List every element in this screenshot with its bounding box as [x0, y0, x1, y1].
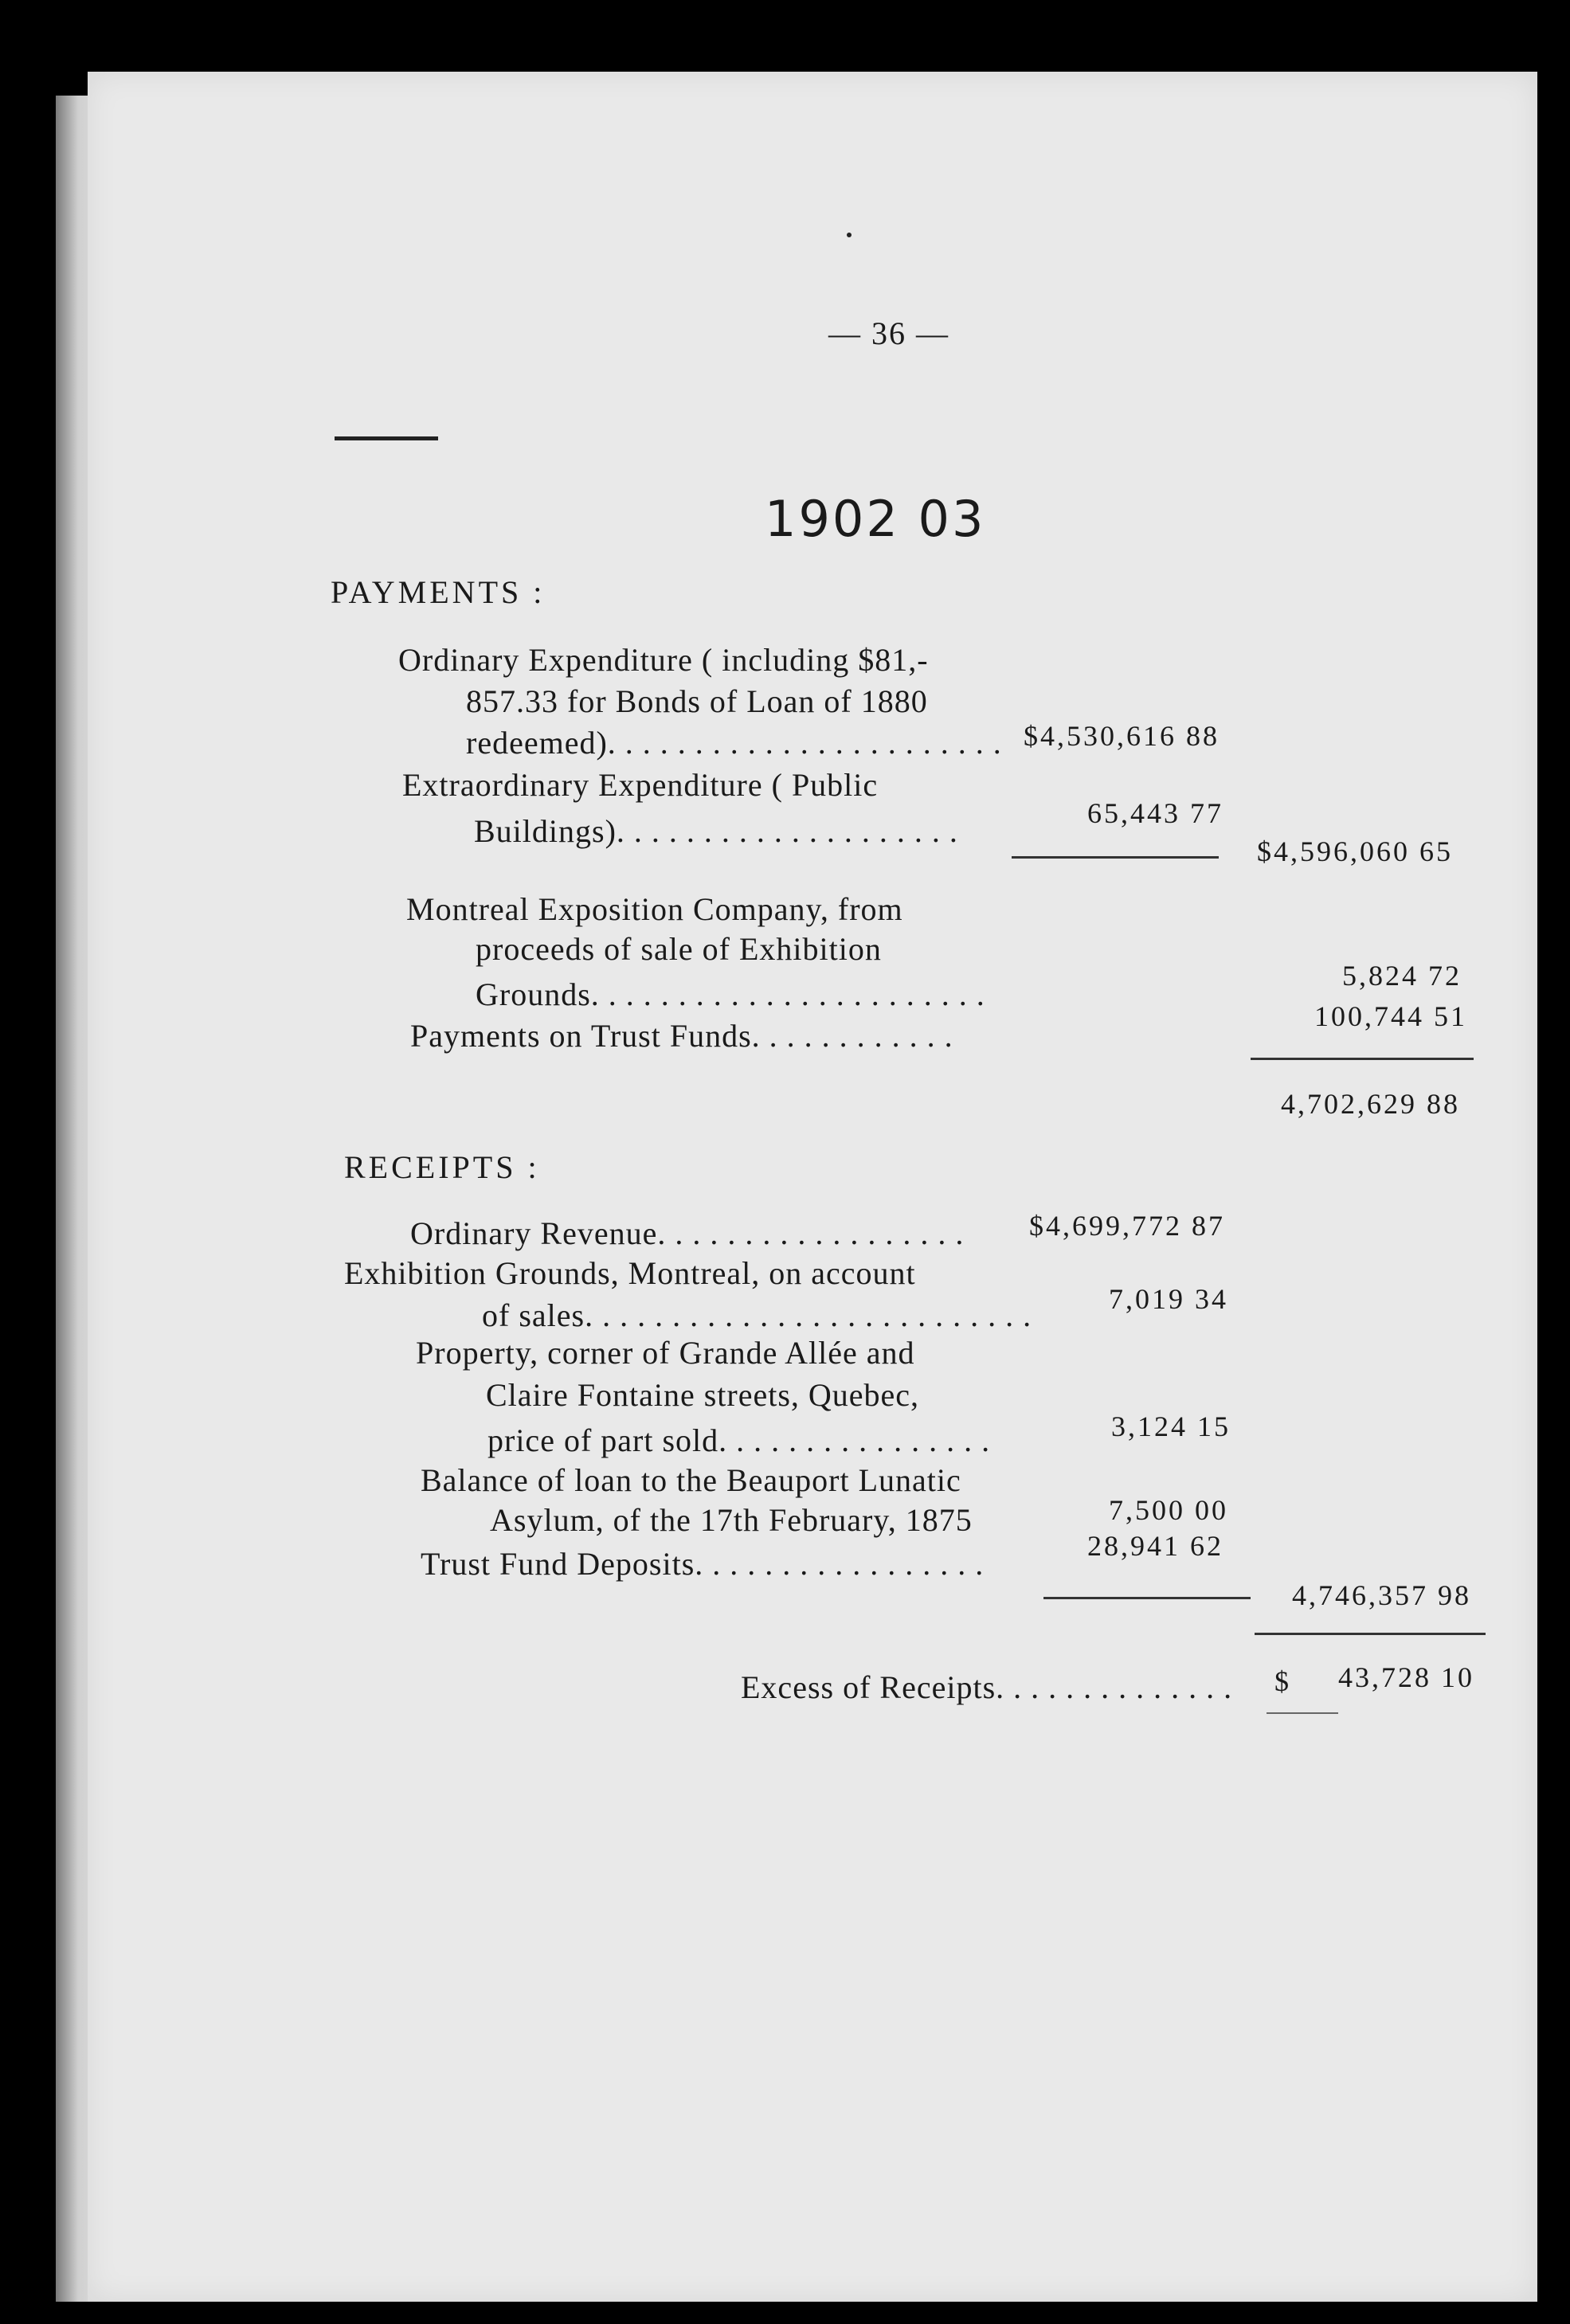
- extraordinary-expenditure-amount: 65,443 77: [1087, 797, 1224, 829]
- payments-total-rule: [1251, 1058, 1474, 1060]
- stray-dot: [847, 233, 852, 237]
- payments-total: 4,702,629 88: [1281, 1088, 1460, 1120]
- excess-rule: [1255, 1633, 1486, 1635]
- payments-trust-funds-amount: 100,744 51: [1314, 1000, 1467, 1032]
- ordinary-expenditure-line1: Ordinary Expenditure ( including $81,-: [398, 642, 929, 678]
- exhibition-grounds-line1: Exhibition Grounds, Montreal, on account: [344, 1255, 916, 1291]
- excess-of-receipts-amount: 43,728 10: [1338, 1661, 1474, 1693]
- payments-trust-funds-line: Payments on Trust Funds. . . . . . . . . . . .: [410, 1018, 953, 1054]
- ordinary-expenditure-line2: 857.33 for Bonds of Loan of 1880: [466, 683, 928, 719]
- extraordinary-expenditure-line1: Extraordinary Expenditure ( Public: [402, 767, 879, 803]
- document-page: [88, 72, 1537, 2302]
- trust-fund-deposits-amount: 28,941 62: [1087, 1530, 1224, 1562]
- beauport-loan-amount: 7,500 00: [1109, 1494, 1228, 1526]
- montreal-exposition-line3: Grounds. . . . . . . . . . . . . . . . . . . . . . .: [476, 976, 985, 1012]
- excess-of-receipts-label: Excess of Receipts. . . . . . . . . . . . . .: [741, 1669, 1233, 1705]
- page-number: — 36 —: [828, 315, 949, 351]
- subtotal-rule: [1012, 856, 1219, 859]
- beauport-loan-line2: Asylum, of the 17th February, 1875: [490, 1502, 973, 1538]
- ordinary-expenditure-amount: $4,530,616 88: [1024, 720, 1220, 752]
- property-amount: 3,124 15: [1111, 1410, 1231, 1442]
- year-heading: 1902 03: [765, 490, 986, 548]
- exhibition-grounds-amount: 7,019 34: [1109, 1283, 1228, 1315]
- exhibition-grounds-line2: of sales. . . . . . . . . . . . . . . . . . . . . . . . . .: [482, 1297, 1032, 1333]
- montreal-exposition-line2: proceeds of sale of Exhibition: [476, 931, 882, 967]
- ordinary-expenditure-line3: redeemed). . . . . . . . . . . . . . . . . . . . . . .: [466, 725, 1002, 761]
- payments-subtotal: $4,596,060 65: [1257, 835, 1453, 867]
- receipts-total: 4,746,357 98: [1292, 1579, 1471, 1611]
- extraordinary-expenditure-line2: Buildings). . . . . . . . . . . . . . . . . . . .: [474, 813, 958, 849]
- property-line1: Property, corner of Grande Allée and: [416, 1335, 915, 1371]
- montreal-exposition-line1: Montreal Exposition Company, from: [406, 891, 903, 927]
- property-line2: Claire Fontaine streets, Quebec,: [486, 1377, 920, 1413]
- ordinary-revenue-line: Ordinary Revenue. . . . . . . . . . . . . . . . . .: [410, 1215, 965, 1251]
- excess-underline: [1267, 1712, 1338, 1714]
- receipts-heading: RECEIPTS :: [344, 1149, 540, 1185]
- excess-currency: $: [1274, 1665, 1291, 1697]
- ordinary-revenue-amount: $4,699,772 87: [1029, 1210, 1225, 1242]
- trust-fund-deposits-line: Trust Fund Deposits. . . . . . . . . . . . . . . . .: [421, 1546, 985, 1582]
- property-line3: price of part sold. . . . . . . . . . . . . . . .: [487, 1422, 991, 1458]
- receipts-subtotal-rule: [1043, 1597, 1251, 1599]
- payments-heading: PAYMENTS :: [331, 574, 546, 610]
- beauport-loan-line1: Balance of loan to the Beauport Lunatic: [421, 1462, 961, 1498]
- montreal-exposition-amount: 5,824 72: [1342, 960, 1462, 992]
- stray-mark: [335, 436, 438, 440]
